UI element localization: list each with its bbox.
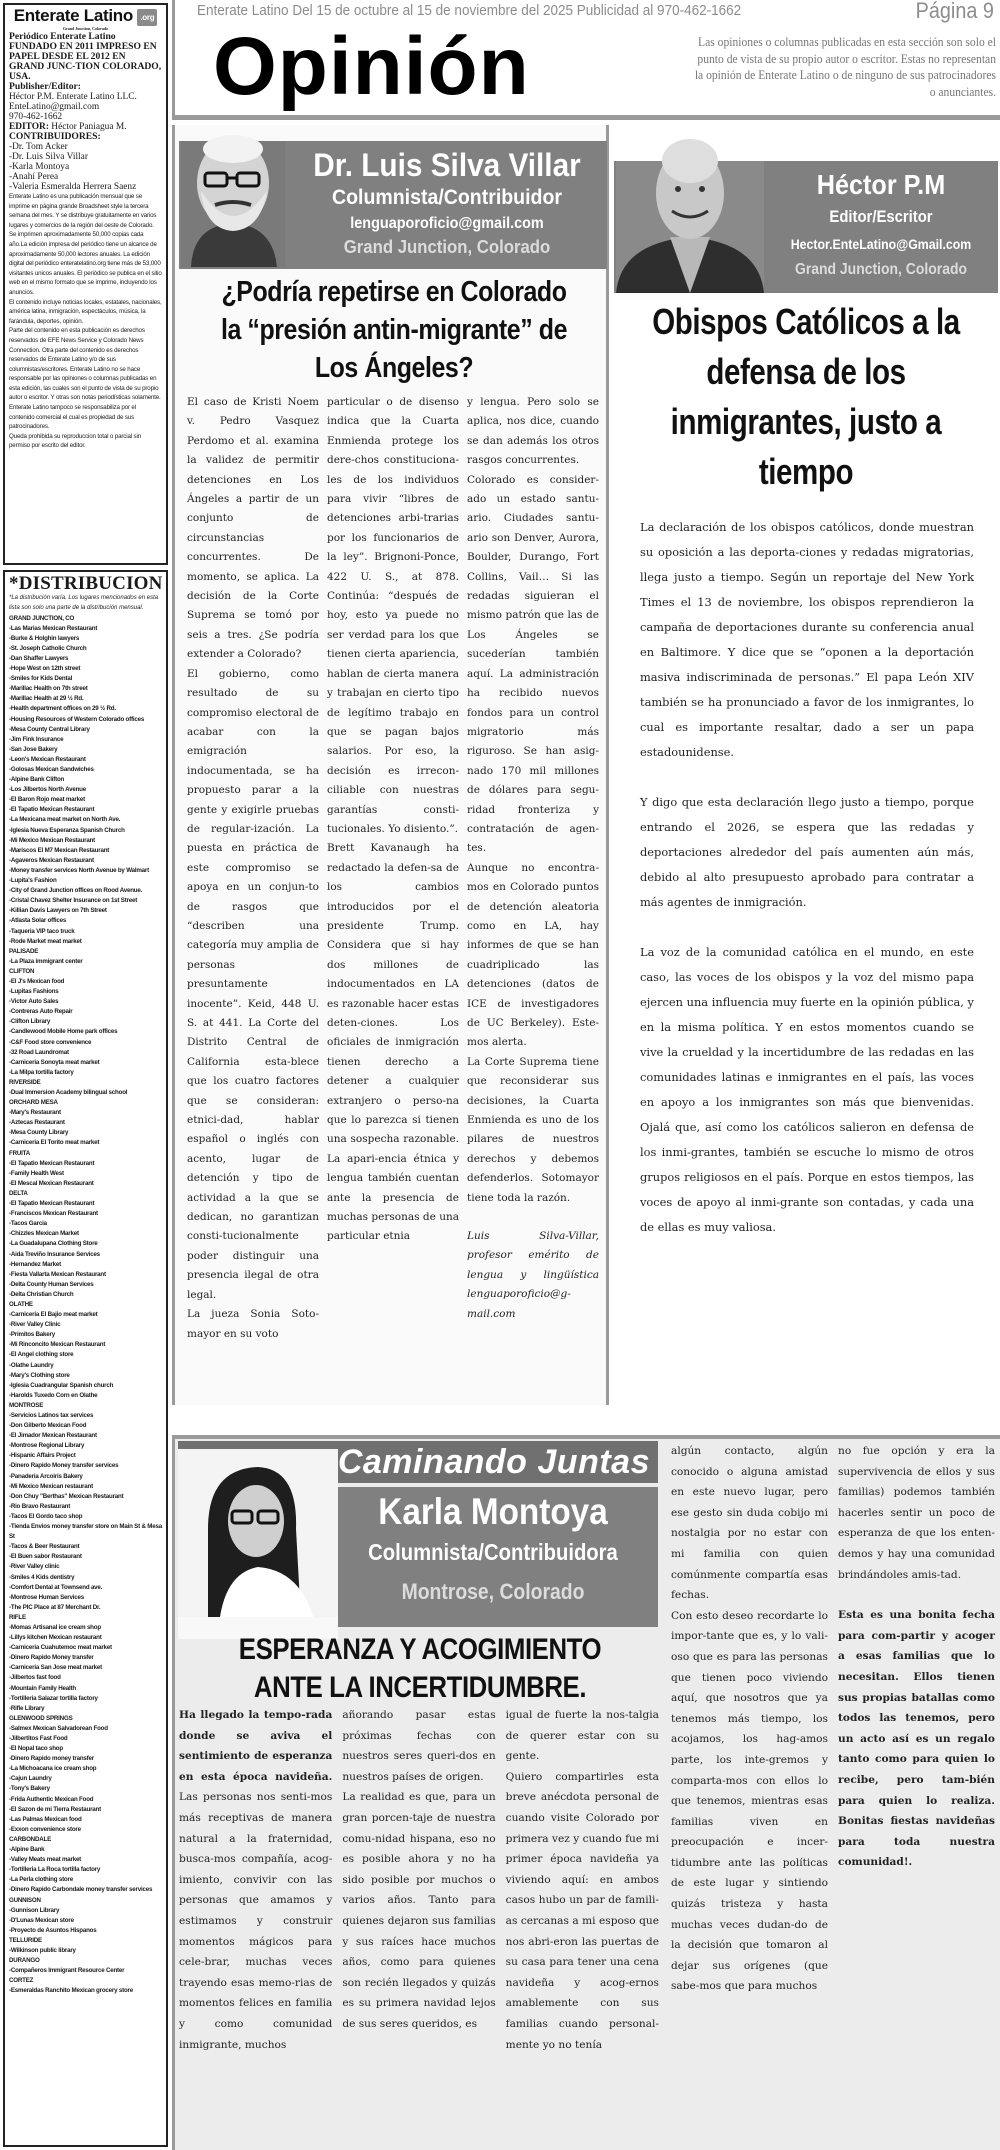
- distribution-city: RIFLE: [9, 1613, 26, 1621]
- contributor: -Karla Montoya: [9, 162, 70, 172]
- about-paragraph: Se imprimen aproximadamente 50,000 copias cada año.La edición impresa del periódico tiene un alcance de aproximadamente 50,000 lectores anuales. La edición digital del periódico enteratelatino.org tiene más de 53,000 visitantes unicos anuales. El periódico se publica en el sitio web en el mismo formato que se imprime, incluyendo los anuncios.: [9, 231, 162, 296]
- logo-badge: .org: [137, 9, 157, 26]
- spacer: [838, 1585, 995, 1605]
- distribution-list: [9, 614, 162, 1997]
- distribution-location: -Clifton Library: [9, 1018, 51, 1026]
- publisher-phone: 970-462-1662: [9, 112, 63, 122]
- lead-text: Ha llegado la tempo-rada donde se aviva el sentimiento de esperanza en esta época navideña.: [179, 1709, 333, 1783]
- distribution-location: -La Perla clothing store: [9, 1876, 73, 1884]
- distribution-location: -Mi Mexico Mexican restaurant: [9, 1482, 93, 1490]
- distribution-location: -Hope West on 12th street: [9, 665, 81, 673]
- distribution-location: -El Buen sabor Restaurant: [9, 1553, 82, 1561]
- distribution-location: -Mi Rinconcito Mexican Restaurant: [9, 1341, 106, 1349]
- distribution-location: -Alpine Bank Clifton: [9, 776, 65, 784]
- article-hector-pm: [612, 125, 1000, 1405]
- paragraph: El caso de Kristi Noem v. Pedro Vasquez Perdomo et al. examina la validez de permitir detenciones en Los Ángeles a partir de un conjunto de circunstancias concurrentes. De momento, se aplica. La decisión de la Corte Suprema se tomó por seis a tres. ¿Se podría extender a Colorado?: [187, 396, 319, 661]
- contributor: -Anahí Perea: [9, 172, 59, 182]
- distribution-location: -Housing Resources of Western Colorado offices: [9, 715, 145, 723]
- masthead-box: [3, 3, 168, 565]
- opinion-disclaimer: Las opiniones o columnas publicadas en esta sección son solo el punto de vista de su propio autor o escritor. Estas no representan la opinión de Enterate Latino o de ninguno de sus patrocinadores o anunciantes.: [694, 35, 996, 99]
- author-email[interactable]: lenguaporoficio@gmail.com: [350, 215, 544, 232]
- author-role: Columnista/Contribuidor: [331, 186, 563, 209]
- author-location: Grand Junction, Colorado: [343, 237, 551, 257]
- distribution-location: -Smiles 4 Kids dentistry: [9, 1573, 75, 1581]
- closing-text: Esta es una bonita fecha para com-partir y acoger a esas familias que lo necesitan. Ellos tienen sus propias batallas como todos las tenemos, pero un acto así es un regalo tanto como para quien lo recibe, pero tam-bién para quien lo realiza. Bonitas fiestas navideñas para toda nuestra comunidad!.: [838, 1609, 995, 1869]
- distribution-location: -El Angel clothing store: [9, 1351, 74, 1359]
- distribution-city: CLIFTON: [9, 967, 35, 975]
- distribution-location: -Cajun Laundry: [9, 1775, 52, 1783]
- distribution-location: -Hispanic Affairs Project: [9, 1452, 76, 1460]
- logo: Enterate Latino .org: [9, 7, 162, 26]
- distribution-location: -Smiles for Kids Dental: [9, 675, 73, 683]
- author-name: Karla Montoya: [378, 1491, 608, 1532]
- author-photo: [181, 131, 285, 267]
- article-column: [327, 393, 459, 1344]
- article-column: [506, 1705, 659, 2055]
- distribution-location: -Family Health West: [9, 1169, 64, 1177]
- distribution-location: -La Guadalupana Clothing Store: [9, 1240, 98, 1248]
- author-role: Editor/Escritor: [829, 208, 933, 226]
- distribution-location: -Mi Mexico Mexican Restaurant: [9, 836, 96, 844]
- distribution-title: *DISTRIBUCION: [9, 573, 163, 594]
- distribution-city: FRUITA: [9, 1149, 31, 1157]
- publisher-email: EnteLatino@gmail.com: [9, 102, 100, 112]
- author-name: Héctor P.M: [816, 169, 946, 200]
- distribution-location: -Tacos Garcia: [9, 1220, 47, 1228]
- distribution-city: RIVERSIDE: [9, 1078, 41, 1086]
- distribution-location: -Tienda Envios money transfer store on Main St & Mesa St: [9, 1523, 162, 1541]
- author-email[interactable]: Hector.EnteLatino@Gmail.com: [790, 236, 972, 252]
- distribution-location: -Dinero Rapido money transfer: [9, 1755, 94, 1763]
- about-paragraph: Queda prohibida su reproduccion total o parcial sin permiso por escrito del editor.: [9, 432, 141, 450]
- editor-line: EDITOR: Héctor Paniagua M.: [9, 122, 127, 132]
- distribution-city: PALISADE: [9, 947, 39, 955]
- distribution-location: -Don Chuy "Berthas" Mexican Restaurant: [9, 1492, 124, 1500]
- distribution-location: -Golosas Mexican Sandwiches: [9, 766, 94, 773]
- paragraph: Y digo que esta declaración llego justo a tiempo, porque entrando el 2026, se espera que las redadas y deportaciones alrededor del país aumenten aún más, debido al alto presupuesto aprobado para contratar a más agentes de inmigración.: [640, 795, 974, 909]
- distribution-location: -Victor Auto Sales: [9, 998, 59, 1006]
- paragraph: igual de fuerte la nos-talgia de querer estar con su gente.: [505, 1709, 659, 1763]
- distribution-location: -Gunnison Library: [9, 1906, 60, 1914]
- distribution-location: -Delta County Human Services: [9, 1280, 94, 1288]
- distribution-location: -Momas Artisanal ice cream shop: [9, 1623, 101, 1631]
- article-body: [187, 393, 599, 1344]
- column-title: Caminando Juntas: [337, 1443, 650, 1481]
- distribution-location: -El Nopal taco shop: [9, 1745, 63, 1753]
- about-paragraph: Enterate Latino es una publicación mensual que se imprime en página grande Broadsheet style la tercera semana del mes. Y se distribuye gratuitamente en varios lugares y comercios de la región del oeste de Colorado.: [9, 193, 157, 229]
- paragraph: La voz de la comunidad católica en el mundo, en este caso, las voces de los obispos y la voz del mismo papa ejercen una influencia muy fuerte en la opinión pública, y en la misma política. Y en estos momentos cuando se vive la crueldad y la incertidumbre de las redadas en las comunidades latinas e inmigrantes en el país, las voces en apoyo a los inmigrantes son más que bienvenidas. Ojalá que, así como los católicos salieron en defensa de los inmi-grantes, también se escuche lo mismo de otros grupos religiosos en el país. Porque en estos tiempos, las voces de apoyo al inmi-grante son contadas, y cada una de ellas es muy valiosa.: [640, 945, 974, 1234]
- distribution-city: ORCHARD MESA: [9, 1099, 58, 1107]
- distribution-location: -Candlewood Mobile Home park offices: [9, 1028, 118, 1036]
- distribution-location: -El Tapatio Mexican Restaurant: [9, 806, 95, 814]
- distribution-city: DELTA: [9, 1189, 28, 1197]
- author-byline: [179, 141, 607, 269]
- paragraph: La realidad es que, para un gran porcen-taje de nuestra comu-nidad hispana, eso no es posible ahora y no ha sido posible por muchos o varios años. Tanto para quienes dejaron sus familias y sus raíces hace muchos años, como para quienes son recién llegados y quizás es su primera navidad lejos de sus seres queridos, es: [342, 1791, 496, 2030]
- contributor: -Valeria Esmeralda Herrera Saenz: [9, 182, 137, 192]
- distribution-location: -Rio Bravo Restaurant: [9, 1502, 71, 1510]
- contributor: -Dr. Tom Acker: [9, 142, 68, 152]
- paragraph: algún contacto, algún conocido o alguna amistad en este nuevo lugar, pero ese gesto sin duda cobijo mi nostalgia por no estar con mi familia con quien comúnmente compartía esas fechas.: [671, 1445, 828, 1602]
- distribution-location: -Jilbertitos Fast Food: [9, 1735, 68, 1742]
- distribution-location: -Taqueria VIP taco truck: [9, 927, 75, 935]
- author-location: Grand Junction, Colorado: [794, 261, 968, 278]
- article-headline: ESPERANZA Y ACOGIMIENTO ANTE LA INCERTIDUMBRE.: [238, 1633, 602, 1704]
- spacer: [467, 1208, 599, 1227]
- distribution-location: -San Jose Bakery: [9, 745, 58, 753]
- distribution-location: -Comfort Dental at Townsend ave.: [9, 1583, 103, 1591]
- paragraph: y lengua. Pero solo se aplica, nos dice, cuando se dan además los otros rasgos concurrentes.: [467, 396, 599, 467]
- distribution-location: -Dinero Rapido Money transfer services: [9, 1462, 119, 1470]
- paragraph: La declaración de los obispos católicos, donde muestran su oposición a las deporta-ciones y redadas migratorias, llega justo a tiempo. Según un reportaje del New York Times el 13 de noviembre, los obispos reprendieron la campaña de deportaciones durante su conferencia anual en Baltimore. Y dice que se “oponen a la deportación masiva indiscriminada de personas.” El papa León XIV también se ha pronunciado a favor de los inmigrantes, lo cual es importante resaltar, dado a ser un papa estadounidense.: [640, 520, 974, 759]
- distribution-box: [3, 570, 168, 2147]
- distribution-location: -Dual Immersion Academy bilingual school: [9, 1089, 128, 1096]
- publisher-line: Héctor P.M. Enterate Latino LLC.: [9, 92, 137, 102]
- distribution-location: -Carniceria Sonoyta meat market: [9, 1058, 100, 1066]
- distribution-location: -Dinero Rapido Carbondale money transfer services: [9, 1886, 153, 1894]
- article-karla-montoya: [172, 1435, 1000, 2150]
- paragraph: El gobierno, como resultado de su compromiso electoral de acabar con la emigración indocumentada, se ha propuesto parar a la gente y exigirle pruebas de regular-ización. La puesta en práctica de este compromiso se apoya en un conjun-to de rasgos que “describen una categoría muy amplia de personas presuntamente inocente”. Keid, 448 U. S. at 441. La Corte del Distrito Central de California esta-blece que los cuatro factores que se consideran: etnici-dad, hablar español o inglés con acento, lugar de detención y tipo de actividad a la que se dedican, no garantizan consti-tucionalmente poder distinguir una presencia ilegal de otra legal.: [187, 667, 319, 1301]
- founding-statement: Periódico Enterate Latino FUNDADO EN 2011 IMPRESO EN PAPEL DESDE EL 2012 EN GRAND JUNC-TION COLORADO, USA.: [9, 31, 162, 82]
- distribution-location: -El Jimador Mexican Restaurant: [9, 1432, 97, 1440]
- logo-subtitle: Grand Junction, Colorado: [62, 26, 109, 31]
- distribution-location: -Killian Davis Lawyers on 7th Street: [9, 907, 107, 915]
- distribution-location: -Carniceria San Jose meat market: [9, 1664, 102, 1672]
- distribution-location: -Atlasta Solar offices: [9, 917, 67, 925]
- distribution-location: -Health department offices on 29 ½ Rd.: [9, 705, 116, 713]
- article-headline: Obispos Católicos a la defensa de los inmigrantes, justo a tiempo: [652, 301, 960, 492]
- distribution-location: -Hernandez Market: [9, 1260, 61, 1268]
- distribution-location: -Mesa County Library: [9, 1129, 69, 1137]
- distribution-location: -La Milpa tortilla factory: [9, 1068, 74, 1076]
- author-photo: [616, 133, 764, 293]
- distribution-location: -Dinero Rapido Money transfer: [9, 1654, 94, 1662]
- distribution-location: -El Baron Rojo meat market: [9, 796, 85, 804]
- author-name: Dr. Luis Silva Villar: [313, 147, 581, 183]
- distribution-location: -Olathe Laundry: [9, 1361, 54, 1369]
- distribution-location: -Montrose Regional Library: [9, 1442, 85, 1450]
- article-column: [467, 393, 599, 1344]
- author-role: Columnista/Contribuidora: [368, 1539, 618, 1565]
- distribution-location: -Mountain Family Health: [9, 1684, 76, 1692]
- distribution-city: DURANGO: [9, 1957, 40, 1965]
- distribution-location: -El J's Mexican food: [9, 977, 65, 985]
- issue-line: Enterate Latino Del 15 de octubre al 15 de noviembre del 2025 Publicidad al 970-462-1662: [197, 2, 742, 19]
- distribution-location: -Alpine Bank: [9, 1846, 45, 1854]
- distribution-location: -Carniceria El Bajio meat market: [9, 1311, 98, 1319]
- distribution-location: -Rode Market meat market: [9, 937, 82, 945]
- distribution-location: -Money transfer services North Avenue by Walmart: [9, 866, 149, 874]
- paragraph: Brett Kavanaugh ha redactado la defen-sa de los cambios introducidos por el presidente Trump. Considera que si hay dos millones de indocumentados en LA es razonable hacer estas deten-ciones. Los oficiales de inmigración tienen derecho a detener a cualquier extranjero o perso-na que lo parezca si tienen una sospecha razonable. La apari-encia étnica y lengua también cuentan ante la presencia de muchas personas de una particular etnia: [327, 842, 459, 1243]
- distribution-location: -Marillac Health at 29 ½ Rd.: [9, 695, 84, 703]
- distribution-location: -Lupita's Fashion: [9, 877, 57, 885]
- distribution-location: -Lillys kitchen Mexican restaurant: [9, 1634, 102, 1642]
- distribution-location: -Cristal Chavez Shelter Insurance on 1st Street: [9, 897, 138, 905]
- distribution-location: -Carniceria Cuahutemoc meat market: [9, 1644, 112, 1652]
- distribution-city: MONTROSE: [9, 1401, 44, 1409]
- distribution-location: -Las Palmas Mexican food: [9, 1815, 82, 1823]
- section-title: Opinión: [213, 21, 530, 112]
- article-body-right: [671, 1441, 995, 1997]
- distribution-location: -City of Grand Junction offices on Rood Avenue.: [9, 887, 143, 895]
- distribution-location: -El Sazon de mi Tierra Restaurant: [9, 1805, 101, 1813]
- paragraph: Quiero compartirles esta breve anécdota personal de cuando visite Colorado por primera vez y cuando fue mi primer época navideña ya viviendo aquí: en ambos casos hubo un par de famili-as cercanas a mi esposo que nos abri-eron las puertas de su casa para tener una cena navideña y acog-ernos amablemente con sus familias cuando personal-mente yo no tenía: [505, 1770, 659, 2051]
- distribution-location: -Tortilleria La Roca tortilla factory: [9, 1866, 101, 1874]
- paragraph: [838, 1605, 995, 1873]
- paragraph: no fue opción y era la supervivencia de ellos y sus familias) podemos también hacerles sentir un poco de esperanza de que los enten-demos y hay una comunidad brindándoles amis-tad.: [838, 1445, 995, 1581]
- distribution-location: -D'Lunas Mexican store: [9, 1916, 74, 1924]
- distribution-location: -Wilkinson public library: [9, 1946, 76, 1954]
- distribution-location: -Servicios Latinos tax services: [9, 1412, 94, 1419]
- distribution-location: -Frida Authentic Mexican Food: [9, 1795, 94, 1803]
- distribution-location: -Lupitas Fashions: [9, 988, 59, 996]
- distribution-location: -Franciscos Mexican Restaurant: [9, 1210, 98, 1218]
- contributors-label: CONTRIBUIDORES:: [9, 131, 101, 142]
- article-body: [640, 515, 974, 1265]
- distribution-city: CARBONDALE: [9, 1835, 51, 1843]
- distribution-location: -Leon's Mexican Restaurant: [9, 755, 86, 763]
- distribution-location: -Burke & Holghin lawyers: [9, 634, 80, 642]
- distribution-location: -Esmeraldas Ranchito Mexican grocery store: [9, 1987, 133, 1995]
- distribution-city: GUNNISON: [9, 1896, 41, 1904]
- distribution-location: -Panaderia Arcoiris Bakery: [9, 1472, 83, 1480]
- distribution-location: -La Michoacana ice cream shop: [9, 1765, 97, 1773]
- author-location: Montrose, Colorado: [401, 1579, 585, 1604]
- distribution-location: -Mariscos El M7 Mexican Restaurant: [9, 846, 110, 854]
- distribution-city: GRAND JUNCTION, CO: [9, 614, 75, 622]
- distribution-location: -River Valley clinic: [9, 1563, 60, 1571]
- distribution-location: -La Mexicana meat market on North Ave.: [9, 816, 121, 824]
- article-column: [187, 393, 319, 1344]
- distribution-location: -Rifle Library: [9, 1704, 45, 1712]
- article-column: [671, 1441, 828, 1997]
- distribution-location: -Harolds Tuxedo Corn en Olathe: [9, 1391, 98, 1399]
- distribution-location: -C&F Food store convenience: [9, 1038, 92, 1046]
- distribution-location: -Jilbertos fast food: [9, 1674, 61, 1682]
- distribution-location: -Don Gilberto Mexican Food: [9, 1422, 87, 1430]
- distribution-location: -El Tapatio Mexican Restaurant: [9, 1200, 95, 1208]
- distribution-location: -River Valley Clinic: [9, 1321, 61, 1329]
- distribution-location: -Carniceria El Torito meat market: [9, 1139, 100, 1147]
- author-photo: [178, 1449, 338, 1639]
- distribution-location: -Contreras Auto Repair: [9, 1008, 73, 1016]
- distribution-location: -El Tapatio Mexican Restaurant: [9, 1159, 95, 1167]
- distribution-location: -Exxon convenience store: [9, 1825, 81, 1833]
- distribution-location: -Chizzles Mexican Market: [9, 1230, 79, 1238]
- distribution-city: TELLURIDE: [9, 1936, 42, 1944]
- paragraph: añorando pasar estas próximas fechas con nuestros seres queri-dos en nuestros países de origen.: [342, 1709, 496, 1783]
- about-paragraph: Enterate Latino tampoco se responsabiliza por el contenido comercial el cual es propiedad de sus patrocinadores.: [9, 404, 136, 431]
- paragraph: Con esto deseo recordarte lo impor-tante que es, y lo vali-oso que es para las personas que tienen poco viviendo aquí, que nosotros que ya tenemos más tiempo, los acojamos, los hag-amos parte, los inte-gremos y comparta-mos con ellos lo que tenemos, mientras esas familias viven en preocupación e incer-tidumbre ante las políticas de este lugar y sintiendo quizás tristeza y hasta muchas veces dudan-do de la decisión que tomaron al dejar sus orígenes (que sabe-mos que para muchos: [671, 1609, 828, 1993]
- distribution-location: -Las Marias Mexican Restaurant: [9, 624, 98, 632]
- author-signature: Luis Silva-Villar, profesor emérito de lengua y lingüística lenguaporoficio@g-mail.com: [467, 1230, 599, 1320]
- distribution-location: -Tortilleria Salazar tortilla factory: [9, 1694, 98, 1702]
- distribution-location: -Aida Treviño Insurance Services: [9, 1250, 100, 1258]
- distribution-location: -Aztecas Restaurant: [9, 1119, 65, 1127]
- distribution-location: -El Mescal Mexican Restaurant: [9, 1179, 94, 1187]
- paragraph: Colorado es consider-ado un estado santu-ario. Ciudades santu-ario son Denver, Aurora, Boulder, Durango, Fort Collins, Vail… Si las redadas siguieran el mismo patrón que las de Los Ángeles se sucederían también aquí. La administración ha recibido nuevos fondos para un control migratorio más riguroso. Se han asig-nado 170 mil millones de dólares para segu-ridad fronteriza y contratación de agen-tes.: [467, 473, 599, 855]
- distribution-location: -Salmex Mexican Salvadorean Food: [9, 1724, 108, 1732]
- distribution-location: -Mary's Clothing store: [9, 1371, 70, 1379]
- distribution-city: OLATHE: [9, 1300, 33, 1308]
- distribution-city: CORTEZ: [9, 1977, 34, 1985]
- article-column: [179, 1705, 332, 2055]
- paragraph: Ha llegado la tempo-rada donde se aviva el sentimiento de esperanza en esta época navideña. Las personas nos senti-mos más receptivas de manera natural a la fraternidad, busca-mos compañía, acog-imiento, convivir con las personas que amamos y estimamos y construir momentos mágicos para cele-brar, muchas veces trayendo esas memo-rias de momentos felices en familia y como comunidad inmigrante, muchos: [179, 1709, 333, 2051]
- page-number: Página 9: [915, 0, 994, 23]
- distribution-location: -Tacos El Gordo taco shop: [9, 1512, 83, 1520]
- article-luis-silva-villar: [172, 125, 609, 1405]
- distribution-note: *La distribución varía. Los lugares mencionados en esta lista son solo una parte de la distribución mensual.: [9, 595, 159, 611]
- article-headline: ¿Podría repetirse en Colorado la “presión antin-migrante” de Los Ángeles?: [220, 276, 568, 384]
- distribution-location: -Delta Christian Church: [9, 1290, 74, 1298]
- distribution-city: GLENWOOD SPRINGS: [9, 1714, 73, 1722]
- article-body-left: [179, 1705, 659, 2055]
- distribution-location: -Tacos & Beer Restaurant: [9, 1543, 80, 1551]
- distribution-location: -Proyecto de Asuntos Hispanos: [9, 1926, 97, 1934]
- distribution-location: -Fiesta Vallarta Mexican Restaurant: [9, 1270, 106, 1278]
- distribution-location: -Iglesia Nueva Esperanza Spanish Church: [9, 826, 125, 834]
- paragraph: particular o de disenso indica que la Cuarta Enmienda protege los dere-chos constituciona-les de los individuos para vivir “libres de detenciones arbi-trarias por los funcionarios de la ley”. Brignoni-Ponce, 422 U. S., at 878. Continúa: “después de hoy, esto ya puede no ser verdad para los que tienen cierta apariencia, hablan de cierta manera y trabajan en cierto tipo de legítimo trabajo en que se pagan bajos salarios. Por eso, la decisión es irrecon-ciliable con nuestras garantías consti-tucionales. Yo disiento.”.: [327, 396, 459, 835]
- distribution-location: -Dan Shaffer Lawyers: [9, 654, 69, 662]
- distribution-location: -Marillac Health on 7th street: [9, 685, 88, 693]
- author-byline: [178, 1487, 658, 1627]
- distribution-location: -Iglesia Cuadrangular Spanish church: [9, 1381, 114, 1389]
- distribution-location: -Jim Fink Insurance: [9, 735, 64, 743]
- publisher-label: Publisher/Editor:: [9, 81, 81, 92]
- article-column: [342, 1705, 495, 2055]
- distribution-location: -Compañeros Immigrant Resource Center: [9, 1967, 125, 1975]
- distribution-location: -Agaveros Mexican Restaurant: [9, 856, 94, 864]
- paragraph: La Corte Suprema tiene que reconsiderar sus decisiones, la Cuarta Enmienda es uno de los pilares de nuestros derechos y debemos defenderlos. Sotomayor tiene toda la razón.: [467, 1055, 599, 1204]
- distribution-location: -La Plaza immigrant center: [9, 957, 83, 965]
- article-column: [838, 1441, 995, 1997]
- distribution-location: -Mesa County Central Library: [9, 725, 90, 733]
- distribution-location: -Valley Meats meat market: [9, 1856, 82, 1864]
- page-header: [172, 0, 1000, 120]
- contributor: -Dr. Luis Silva Villar: [9, 152, 88, 162]
- distribution-location: -Mary's Restaurant: [9, 1109, 61, 1117]
- about-paragraph: Parte del contenido en esta publicación es derechos reservados de EFE News Service y Colorado News Connection. Otra parte del contenido es derechos reservados de Enterate Latino y/o de sus columnistas/escritores. Enterate Latino no se hace responsable por las opiniones o columnas publicadas en esta edición, las cuales son el punto de vista de su propio autor o escritor. Y otras son notas periodísticas solamente.: [9, 327, 161, 402]
- distribution-location: -Los Jilbertos North Avenue: [9, 786, 86, 794]
- distribution-location: -32 Road Laundromat: [9, 1048, 69, 1056]
- distribution-location: -Montrose Human Services: [9, 1593, 84, 1601]
- author-byline: [614, 161, 998, 293]
- distribution-location: -Tony's Bakery: [9, 1785, 50, 1793]
- distribution-location: -The PIC Place at 87 Merchant Dr.: [9, 1603, 101, 1611]
- paragraph: Aunque no encontra-mos en Colorado puntos de detención aleatoria como en LA, hay informes de que se han cuadriplicado las detenciones (datos de ICE de investigadores de UC Berkeley). Este-mos alerta.: [467, 861, 599, 1049]
- paragraph: La jueza Sonia Soto-mayor en su voto: [187, 1308, 319, 1340]
- distribution-location: -St. Joseph Catholic Church: [9, 644, 87, 652]
- distribution-location: -Primitos Bakery: [9, 1331, 55, 1339]
- about-paragraph: El contenido incluye noticias locales, estatales, nacionales, américa latina, inmigración, espectáculos, música, la farándula, deportes, opinión.: [9, 298, 162, 325]
